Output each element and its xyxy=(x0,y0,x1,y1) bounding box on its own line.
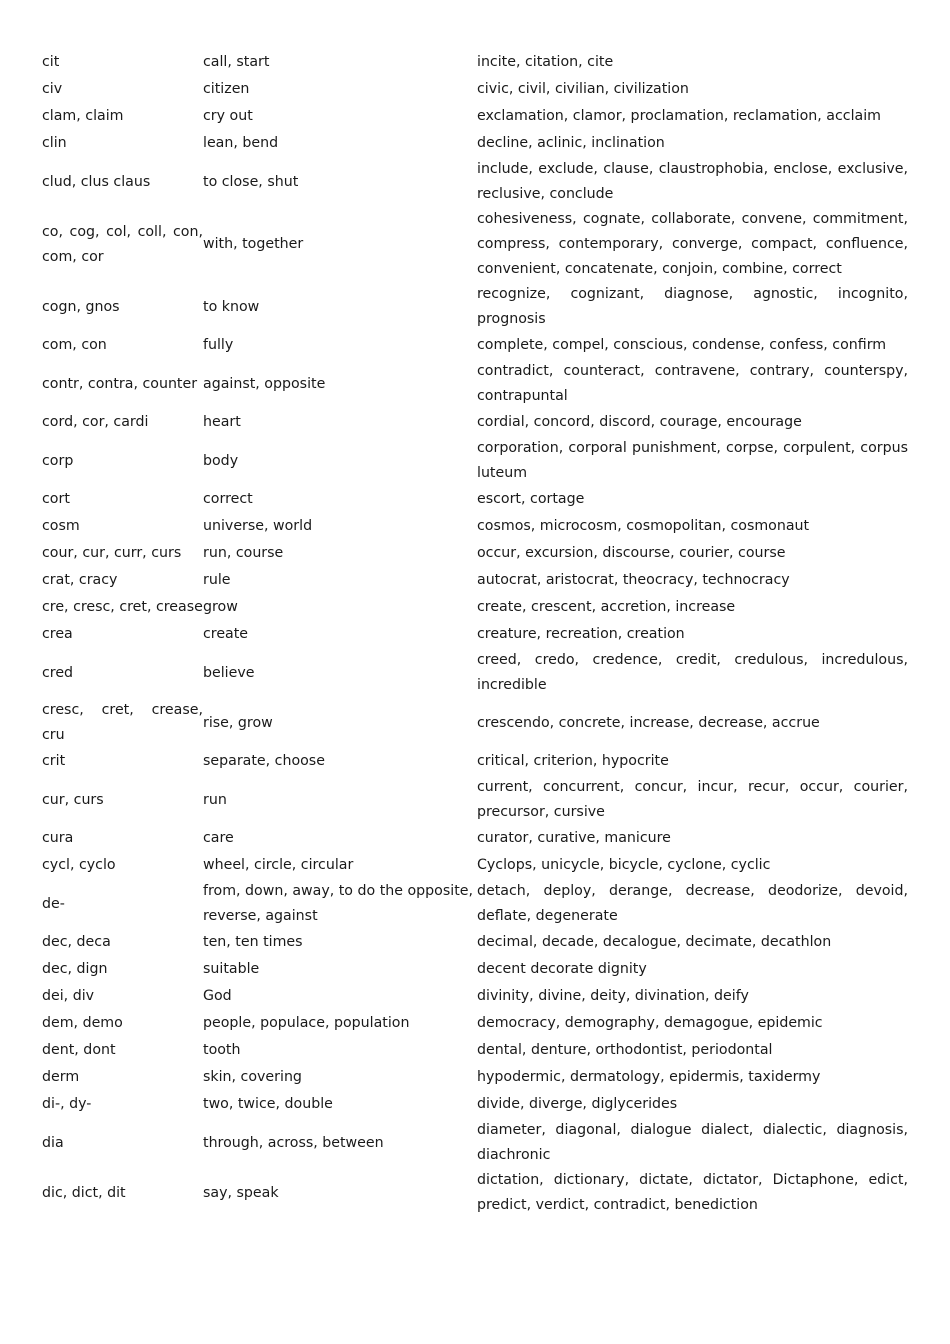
examples-cell: occur, excursion, discourse, courier, course xyxy=(477,545,786,561)
root-cell: derm xyxy=(42,1069,80,1085)
meaning-cell: to close, shut xyxy=(203,173,299,190)
examples-cell: detach, deploy, derange, decrease, deodorize, devoid, deflate, degenerate xyxy=(477,883,908,924)
examples-cell: incite, citation, cite xyxy=(477,54,614,70)
meaning-cell: wheel, circle, circular xyxy=(203,857,354,873)
root-cell: dei, div xyxy=(42,988,95,1004)
meaning-cell: against, opposite xyxy=(203,375,326,392)
table-row xyxy=(42,436,908,486)
examples-cell: decent decorate dignity xyxy=(477,961,647,977)
table-row xyxy=(42,983,908,1010)
examples-cell: complete, compel, conscious, condense, confess, confirm xyxy=(477,337,887,353)
meaning-cell: through, across, between xyxy=(203,1134,384,1151)
meaning-cell: cry out xyxy=(203,108,253,124)
table-row xyxy=(42,1037,908,1064)
table-row xyxy=(42,1064,908,1091)
table-row xyxy=(42,486,908,513)
meaning-cell: to know xyxy=(203,298,260,315)
meaning-cell: grow xyxy=(203,599,238,615)
table-row xyxy=(42,594,908,621)
root-cell: clin xyxy=(42,135,67,151)
meaning-cell: run xyxy=(203,791,227,808)
examples-cell: contradict, counteract, contravene, contrary, counterspy, contrapuntal xyxy=(477,363,908,404)
examples-cell: creed, credo, credence, credit, credulous, incredulous, incredible xyxy=(477,652,908,693)
examples-cell: include, exclude, clause, claustrophobia, enclose, exclusive, reclusive, conclude xyxy=(477,161,908,202)
root-cell: dem, demo xyxy=(42,1015,123,1031)
root-cell: di-, dy- xyxy=(42,1096,92,1112)
meaning-cell: lean, bend xyxy=(203,135,279,151)
examples-cell: Cyclops, unicycle, bicycle, cyclone, cyclic xyxy=(477,857,771,873)
examples-cell: creature, recreation, creation xyxy=(477,626,685,642)
examples-cell: create, crescent, accretion, increase xyxy=(477,599,736,615)
meaning-cell: with, together xyxy=(203,236,304,252)
meaning-cell: universe, world xyxy=(203,518,313,534)
meaning-cell: from, down, away, to do the opposite, reverse, against xyxy=(203,883,473,924)
table-row xyxy=(42,1168,908,1218)
meaning-cell: separate, choose xyxy=(203,753,325,769)
table-row xyxy=(42,775,908,825)
meaning-cell: rule xyxy=(203,572,231,588)
table-row xyxy=(42,698,908,748)
table-row xyxy=(42,825,908,852)
examples-cell: cosmos, microcosm, cosmopolitan, cosmonaut xyxy=(477,518,810,534)
table-row xyxy=(42,621,908,648)
examples-cell: hypodermic, dermatology, epidermis, taxidermy xyxy=(477,1069,821,1085)
word-roots-table xyxy=(42,49,908,1218)
examples-cell: recognize, cognizant, diagnose, agnostic, incognito, prognosis xyxy=(477,286,908,327)
table-row xyxy=(42,409,908,436)
meaning-cell: call, start xyxy=(203,54,270,70)
examples-cell: crescendo, concrete, increase, decrease, accrue xyxy=(477,714,820,731)
table-row xyxy=(42,332,908,359)
table-row xyxy=(42,76,908,103)
table-row xyxy=(42,130,908,157)
root-cell: crit xyxy=(42,753,66,769)
meaning-cell: body xyxy=(203,452,239,469)
examples-cell: decline, aclinic, inclination xyxy=(477,135,665,151)
table-row xyxy=(42,282,908,332)
root-cell: cura xyxy=(42,830,74,846)
examples-cell: decimal, decade, decalogue, decimate, decathlon xyxy=(477,934,832,950)
meaning-cell: run, course xyxy=(203,545,284,561)
examples-cell: exclamation, clamor, proclamation, reclamation, acclaim xyxy=(477,108,882,124)
root-cell: cycl, cyclo xyxy=(42,857,116,873)
root-cell: de- xyxy=(42,895,65,912)
root-cell: cre, cresc, cret, crease xyxy=(42,599,203,615)
examples-cell: cohesiveness, cognate, collaborate, convene, commitment, compress, contemporary, converge, compact, confluence, convenient, concatenate, conjoin, combine, correct xyxy=(477,211,908,277)
examples-cell: dental, denture, orthodontist, periodontal xyxy=(477,1042,773,1058)
meaning-cell: two, twice, double xyxy=(203,1096,333,1112)
root-cell: crea xyxy=(42,626,73,642)
examples-cell: democracy, demography, demagogue, epidemic xyxy=(477,1015,823,1031)
meaning-cell: ten, ten times xyxy=(203,934,303,950)
table-row xyxy=(42,648,908,698)
meaning-cell: rise, grow xyxy=(203,714,273,731)
examples-cell: diameter, diagonal, dialogue dialect, dialectic, diagnosis, diachronic xyxy=(477,1122,908,1163)
meaning-cell: people, populace, population xyxy=(203,1015,410,1031)
root-cell: cogn, gnos xyxy=(42,298,120,315)
meaning-cell: care xyxy=(203,830,234,846)
examples-cell: cordial, concord, discord, courage, encourage xyxy=(477,414,802,430)
table-row xyxy=(42,956,908,983)
meaning-cell: heart xyxy=(203,414,241,430)
table-row xyxy=(42,1010,908,1037)
table-row xyxy=(42,513,908,540)
root-cell: dent, dont xyxy=(42,1042,116,1058)
root-cell: dec, dign xyxy=(42,961,108,977)
examples-cell: civic, civil, civilian, civilization xyxy=(477,81,689,97)
table-row xyxy=(42,207,908,282)
root-cell: dec, deca xyxy=(42,934,111,950)
examples-cell: current, concurrent, concur, incur, recur, occur, courier, precursor, cursive xyxy=(477,779,908,820)
table-row xyxy=(42,49,908,76)
meaning-cell: fully xyxy=(203,337,234,353)
meaning-cell: say, speak xyxy=(203,1184,279,1201)
table-row xyxy=(42,879,908,929)
meaning-cell: correct xyxy=(203,491,253,507)
word-roots-body xyxy=(42,49,908,1218)
table-row xyxy=(42,1091,908,1118)
meaning-cell: tooth xyxy=(203,1042,241,1058)
table-row xyxy=(42,103,908,130)
examples-cell: curator, curative, manicure xyxy=(477,830,671,846)
table-row xyxy=(42,748,908,775)
table-row xyxy=(42,852,908,879)
root-cell: cort xyxy=(42,491,70,507)
root-cell: dia xyxy=(42,1134,64,1151)
meaning-cell: believe xyxy=(203,664,255,681)
meaning-cell: God xyxy=(203,988,232,1004)
table-row xyxy=(42,157,908,207)
examples-cell: escort, cortage xyxy=(477,491,585,507)
root-cell: cresc, cret, crease, cru xyxy=(42,702,203,743)
root-cell: cosm xyxy=(42,518,80,534)
meaning-cell: skin, covering xyxy=(203,1069,302,1085)
root-cell: crat, cracy xyxy=(42,572,118,588)
table-row xyxy=(42,1118,908,1168)
table-row xyxy=(42,567,908,594)
examples-cell: divide, diverge, diglycerides xyxy=(477,1096,678,1112)
meaning-cell: citizen xyxy=(203,81,250,97)
root-cell: cord, cor, cardi xyxy=(42,414,149,430)
root-cell: contr, contra, counter xyxy=(42,375,198,392)
root-cell: com, con xyxy=(42,337,107,353)
examples-cell: autocrat, aristocrat, theocracy, technocracy xyxy=(477,572,790,588)
root-cell: dic, dict, dit xyxy=(42,1184,126,1201)
meaning-cell: suitable xyxy=(203,961,260,977)
examples-cell: dictation, dictionary, dictate, dictator, Dictaphone, edict, predict, verdict, contradict, benediction xyxy=(477,1172,908,1213)
table-row xyxy=(42,359,908,409)
root-cell: clud, clus claus xyxy=(42,173,151,190)
root-cell: corp xyxy=(42,452,74,469)
examples-cell: corporation, corporal punishment, corpse, corpulent, corpus luteum xyxy=(477,440,908,481)
root-cell: co, cog, col, coll, con, com, cor xyxy=(42,223,203,265)
meaning-cell: create xyxy=(203,626,249,642)
table-row xyxy=(42,540,908,567)
root-cell: clam, claim xyxy=(42,108,124,124)
root-cell: cour, cur, curr, curs xyxy=(42,545,182,561)
root-cell: civ xyxy=(42,81,63,97)
examples-cell: divinity, divine, deity, divination, deify xyxy=(477,988,749,1004)
examples-cell: critical, criterion, hypocrite xyxy=(477,753,669,769)
table-row xyxy=(42,929,908,956)
root-cell: cit xyxy=(42,54,60,70)
root-cell: cur, curs xyxy=(42,791,104,808)
root-cell: cred xyxy=(42,664,74,681)
